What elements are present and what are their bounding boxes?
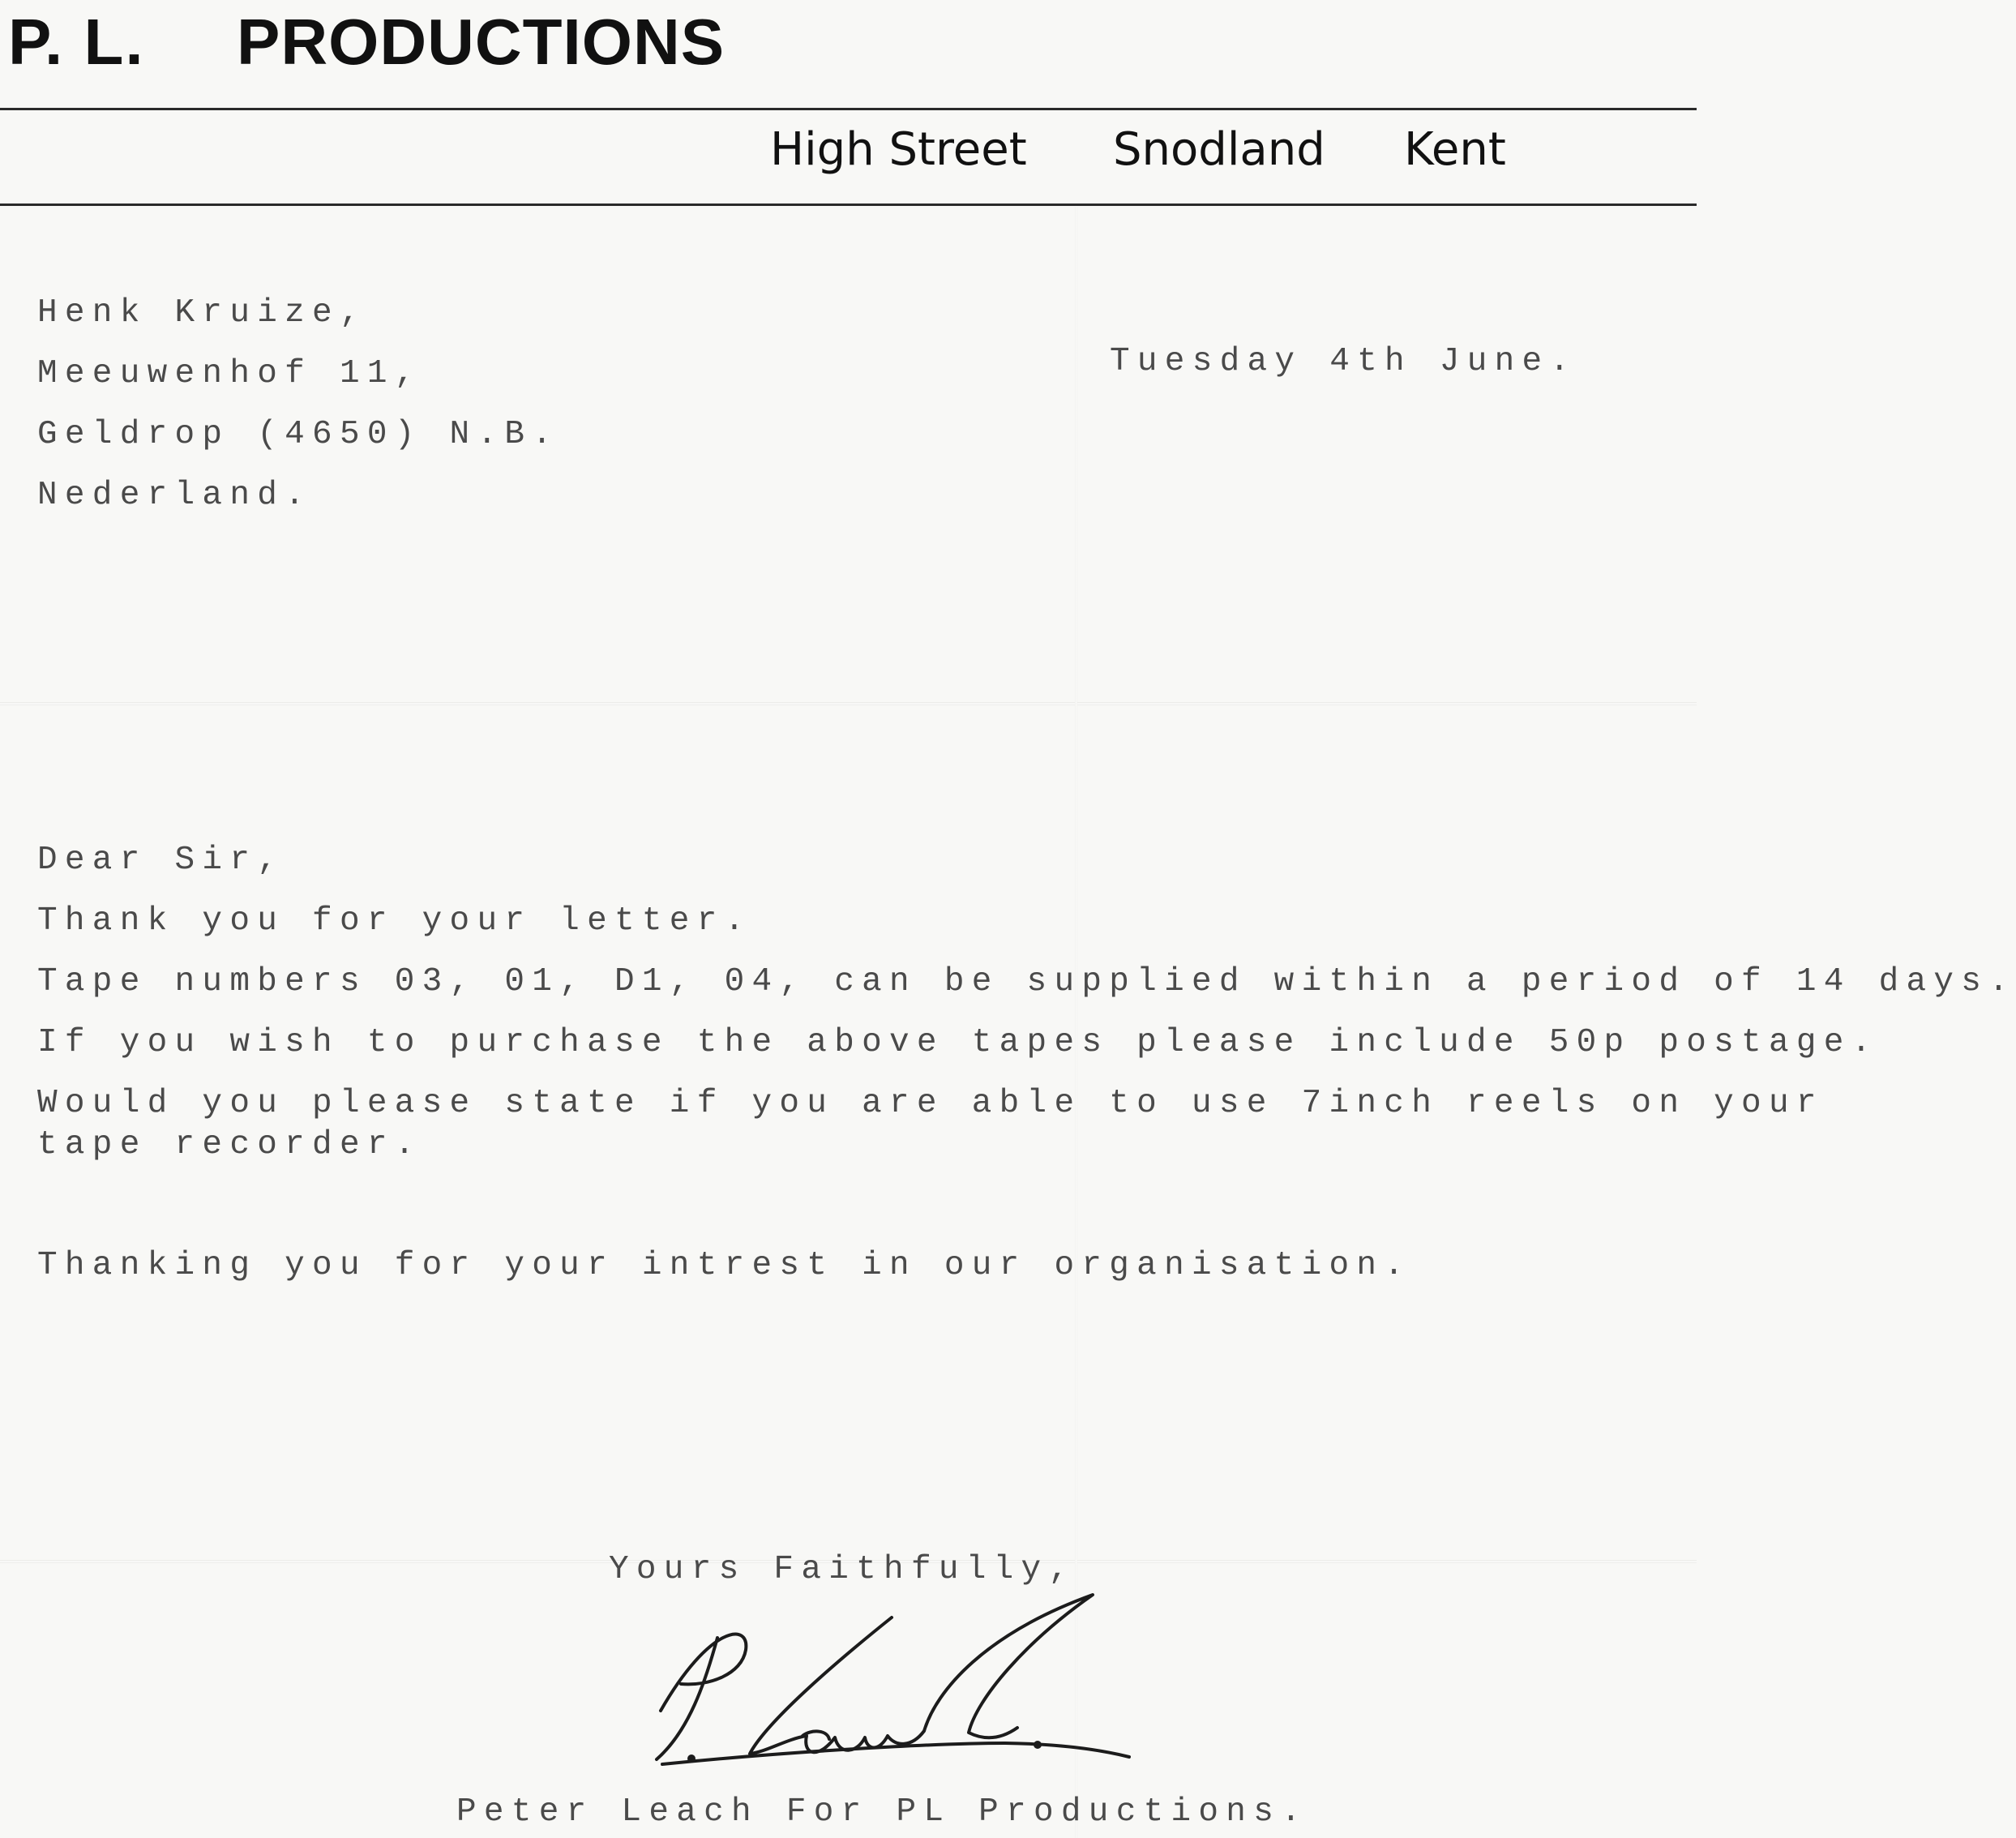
letterhead-rule-top [0,108,1697,110]
body-line: Tape numbers 03, 01, D1, 04, can be supplied within a period of 14 days. [37,963,2016,1000]
body-line: Thank you for your letter. [37,902,752,940]
letterhead-initials: P. L. [8,6,145,78]
letterhead-rule-bottom [0,204,1697,206]
letterhead-street: High Street [770,123,1027,176]
closing: Yours Faithfully, [609,1551,1076,1588]
recipient-name: Henk Kruize, [37,294,367,332]
recipient-country: Nederland. [37,477,313,514]
body-line: If you wish to purchase the above tapes please include 50p postage. [37,1024,1879,1061]
letterhead-company: PRODUCTIONS [237,6,726,78]
handwritten-signature [644,1593,1147,1780]
letterhead-town: Snodland [1113,123,1325,176]
recipient-city: Geldrop (4650) N.B. [37,416,560,453]
letter-date: Tuesday 4th June. [1110,343,1577,380]
letterhead-county: Kent [1404,123,1506,176]
body-line: tape recorder. [37,1126,422,1163]
body-line: Would you please state if you are able to use 7inch reels on your [37,1085,1824,1122]
fold-crease [0,702,1697,705]
salutation: Dear Sir, [37,842,285,879]
signatory-name: Peter Leach For PL Productions. [456,1793,1309,1831]
body-line: Thanking you for your intrest in our organisation. [37,1247,1412,1284]
recipient-street: Meeuwenhof 11, [37,355,422,392]
